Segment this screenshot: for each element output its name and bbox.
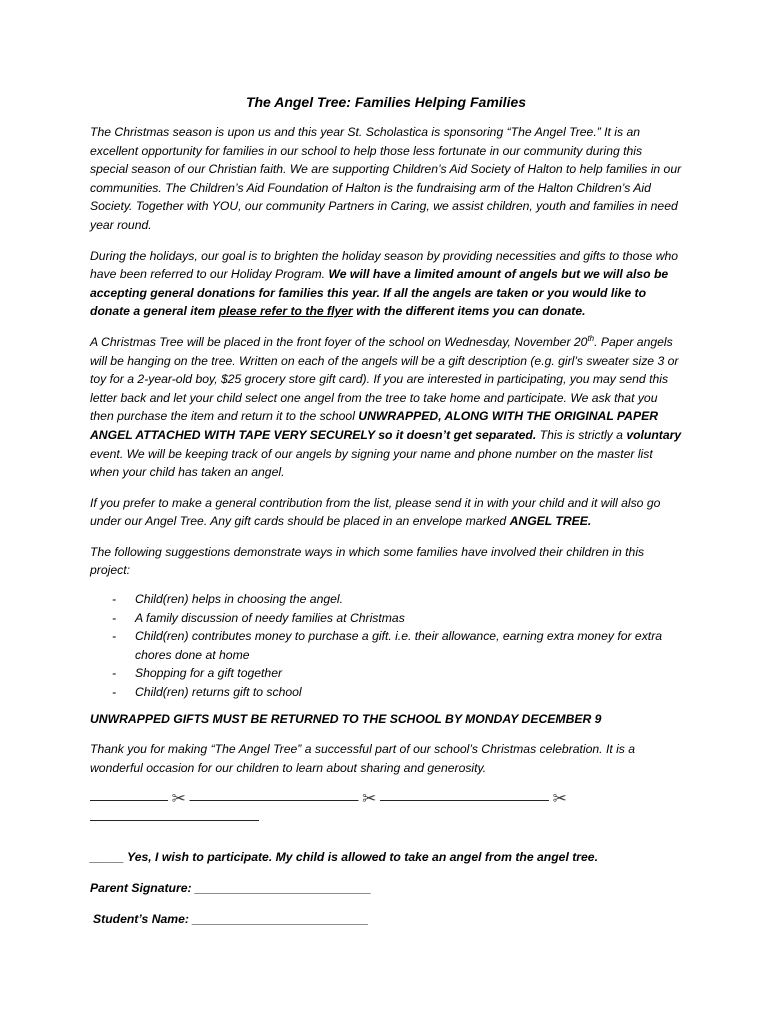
bullet-dash: -: [112, 666, 117, 681]
unwrapped-instruction: UNWRAPPED, ALONG WITH THE ORIGINAL PAPER ANGEL ATTACHED WITH TAPE VERY SECURELY so it doesn’t get separated.: [90, 409, 659, 442]
tracking-text: event. We will be keeping track of our angels by signing your name and phone number on the master list when your child has taken an angel.: [90, 446, 653, 480]
voluntary-lead: This is strictly a: [536, 427, 627, 442]
bullet-dash: -: [112, 592, 117, 607]
tree-details-text: . Paper angels will be hanging on the tree. Written on each of the angels will be a gift description (e.g. girl’s sweater size 3 or toy for a 2-year-old boy, $25 grocery store gift card). If you are interested in participating, you may send this letter back and let your child select one angel from the tree to take home and participate. We ask that you then purchase the item and return it to the school: [90, 334, 679, 424]
suggestions-intro: The following suggestions demonstrate ways in which some families have involved their children in this project:: [90, 544, 645, 578]
list-item: [90, 683, 682, 702]
tree-instructions-paragraph: [90, 333, 682, 482]
list-item-text: Child(ren) returns gift to school: [135, 685, 302, 700]
list-item: [90, 627, 682, 664]
list-item-text: A family discussion of needy families at Christmas: [135, 610, 405, 625]
general-contribution-paragraph: [90, 494, 682, 531]
scissors-icon: ✂: [362, 789, 377, 809]
scissors-icon: ✂: [171, 789, 186, 809]
flyer-reference: please refer to the flyer: [218, 304, 353, 319]
scissors-icon: ✂: [552, 789, 567, 809]
list-item: [90, 664, 682, 683]
cut-dashes: —————————————: [90, 812, 259, 828]
parent-signature-field[interactable]: Parent Signature: __________________________: [90, 881, 372, 895]
date-suffix: th: [587, 333, 595, 343]
holiday-goal-text: During the holidays, our goal is to brighten the holiday season by providing necessities and gifts to those who have been referred to our Holiday Program.: [90, 248, 679, 282]
intro-paragraph: The Christmas season is upon us and this year St. Scholastica is sponsoring “The Angel Tree.” It is an excellent opportunity for families in our school to help those less fortunate in our community during this special season of our Christian faith. We are supporting Children’s Aid Society of Halton to help families in our communities. The Children’s Aid Foundation of Halton is the fundraising arm of the Halton Children’s Aid Society. Together with YOU, our community Partners in Caring, we assist children, youth and families in need year round.: [90, 125, 682, 232]
envelope-label: ANGEL TREE.: [509, 514, 592, 529]
student-name-field[interactable]: Student’s Name: __________________________: [93, 911, 369, 926]
tree-date-text: A Christmas Tree will be placed in the front foyer of the school on Wednesday, November 20: [90, 334, 588, 349]
cut-dashes: —————————————: [185, 792, 363, 808]
letter-body: [90, 92, 682, 937]
list-item-text: Child(ren) helps in choosing the angel.: [135, 592, 343, 607]
suggestions-list: [90, 590, 682, 702]
donation-note-end: with the different items you can donate.: [352, 304, 586, 319]
bullet-dash: -: [112, 685, 117, 700]
holiday-goal-paragraph: [90, 247, 682, 321]
bullet-dash: -: [112, 610, 117, 625]
donation-note: We will have a limited amount of angels but we will also be accepting general donations for families this year. If all the angels are taken or you would like to donate a general item: [90, 267, 669, 319]
list-item: [90, 609, 682, 628]
voluntary-word: voluntary: [626, 427, 682, 442]
thank-you-paragraph: Thank you for making “The Angel Tree” a successful part of our school’s Christmas celebration. It is a wonderful occasion for our children to learn about sharing and generosity.: [90, 742, 636, 775]
page-title: The Angel Tree: Families Helping Families: [245, 94, 527, 110]
list-item-text: Shopping for a gift together: [135, 666, 283, 681]
bullet-dash: -: [112, 629, 117, 644]
cut-dashes: ——————: [90, 792, 172, 808]
list-item: [90, 590, 682, 609]
cut-dashes: —————————————: [376, 792, 553, 808]
participation-checkline[interactable]: _____ Yes, I wish to participate. My child is allowed to take an angel from the angel tree.: [90, 850, 598, 865]
contribution-text: If you prefer to make a general contribution from the list, please send it in with your child and it will also go under our Angel Tree. Any gift cards should be placed in an envelope marked: [90, 495, 661, 529]
cut-line: [90, 789, 682, 830]
return-deadline: UNWRAPPED GIFTS MUST BE RETURNED TO THE SCHOOL BY MONDAY DECEMBER 9: [90, 711, 602, 726]
list-item-text: Child(ren) contributes money to purchase a gift. i.e. their allowance, earning extra money for extra chores done at home: [135, 629, 663, 662]
